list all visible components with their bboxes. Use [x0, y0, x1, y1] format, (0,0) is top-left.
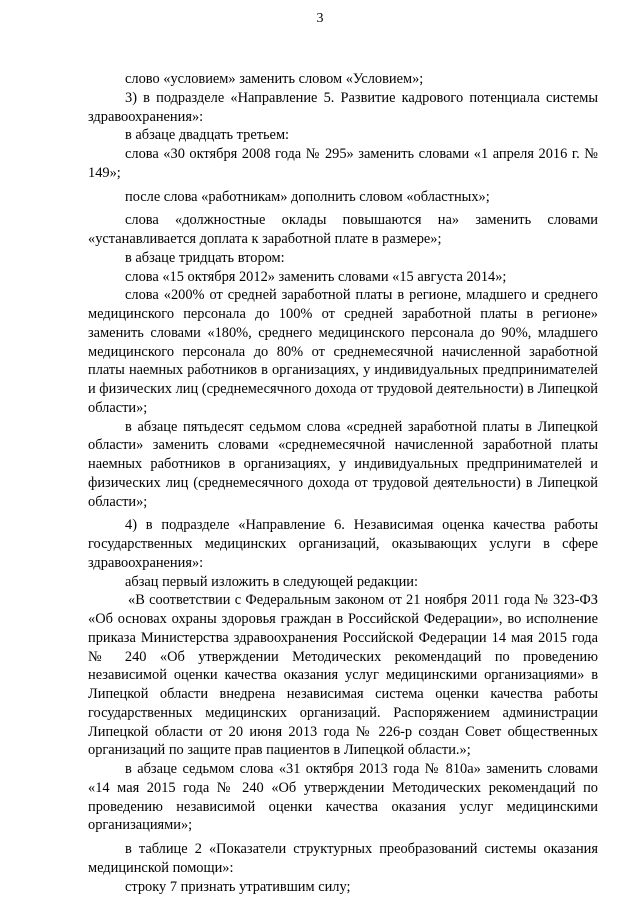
paragraph-16: строку 7 признать утратившим силу; — [125, 878, 351, 895]
paragraph-1: слово «условием» заменить словом «Условием»; — [125, 71, 424, 87]
page-number: 3 — [316, 11, 324, 26]
paragraph-4: слова «30 октября 2008 года № 295» заменить словами «1 апреля 2016 г. № 149»; — [88, 146, 598, 181]
paragraph-13: «В соответствии с Федеральным законом от 21 ноября 2011 года № 323-ФЗ «Об основах охраны здоровья граждан в Российской Федерации», во исполнение приказа Министерства здравоохранения Российской Федерации 14 мая 2015 года № 240 «Об утверждении Методических рекомендаций по проведению независимой оценки качества оказания услуг медицинскими организациями» в Липецкой области внедрена независимая система оценки качества работы государственных медицинских организаций. Распоряжением администрации Липецкой области от 20 июня 2013 года № 226-р создан Совет общественных организаций по защите прав пациентов в Липецкой области.»; — [88, 592, 598, 759]
paragraph-10: в абзаце пятьдесят седьмом слова «средней заработной платы в Липецкой области» заменить словами «среднемесячной начисленной заработной платы наемных работников в организациях, у индивидуальных предпринимателей и физических лиц (среднемесячного дохода от трудовой деятельности) в Липецкой области»; — [88, 418, 598, 510]
paragraph-12: абзац первый изложить в следующей редакции: — [125, 573, 419, 590]
paragraph-8: слова «15 октября 2012» заменить словами «15 августа 2014»; — [125, 268, 507, 285]
document-body — [88, 70, 598, 896]
paragraph-3: в абзаце двадцать третьем: — [125, 127, 290, 144]
paragraph-2: 3) в подразделе «Направление 5. Развитие кадрового потенциала системы здравоохранения»: — [88, 89, 598, 125]
paragraph-5: после слова «работникам» дополнить словом «областных»; — [125, 188, 490, 205]
paragraph-14: в абзаце седьмом слова «31 октября 2013 года № 810а» заменить словами «14 мая 2015 года № 240 «Об утверждении Методических рекомендаций по проведению независимой оценки качества оказания услуг медицинскими организациями»; — [88, 761, 598, 834]
paragraph-11: 4) в подразделе «Направление 6. Независимая оценка качества работы государственных медицинских организаций, оказывающих услуги в сфере здравоохранения»: — [88, 517, 598, 571]
paragraph-6: слова «должностные оклады повышаются на» заменить словами «устанавливается доплата к заработной плате в размере»; — [88, 212, 598, 247]
paragraph-7: в абзаце тридцать втором: — [125, 249, 285, 266]
paragraph-15: в таблице 2 «Показатели структурных преобразований системы оказания медицинской помощи»: — [88, 841, 598, 876]
paragraph-9: слова «200% от средней заработной платы в регионе, младшего и среднего медицинского персонала до 100% от средней заработной платы в регионе» заменить словами «180%, среднего медицинского персонала до 90%, младшего медицинского персонала до 80% от среднемесячной начисленной заработной платы наемных работников в организациях, у индивидуальных предпринимателей и физических лиц (среднемесячного дохода от трудовой деятельности) в Липецкой области»; — [88, 287, 598, 416]
